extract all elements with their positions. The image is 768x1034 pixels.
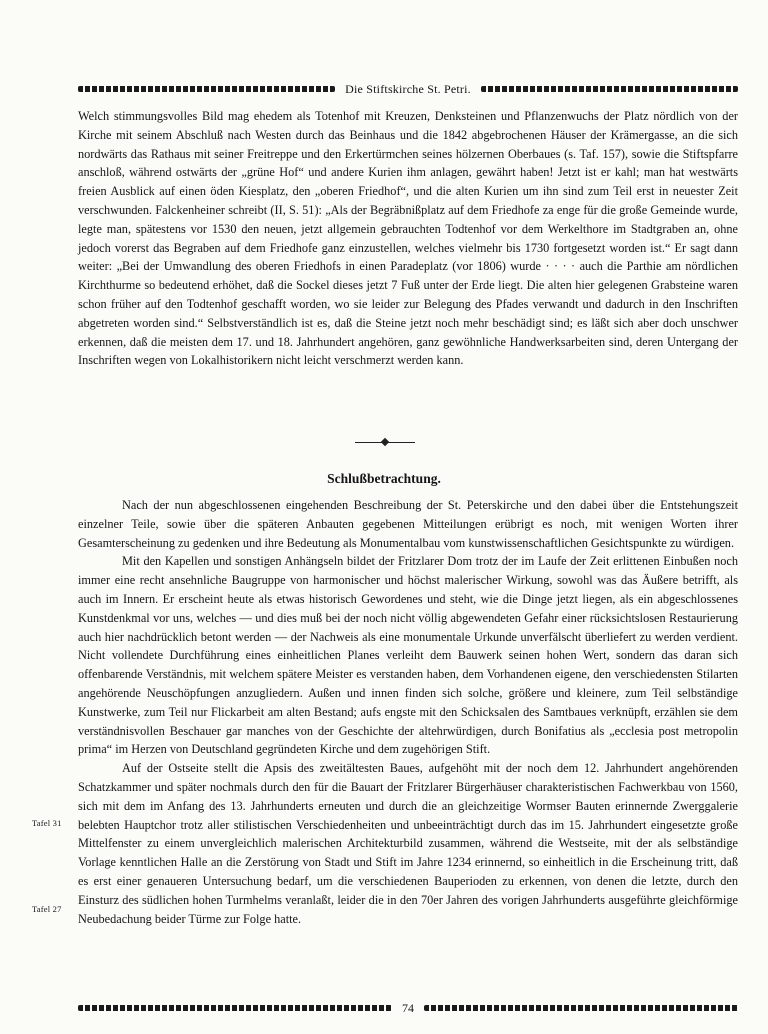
running-head: [78, 80, 738, 98]
paragraph-conclusion-1: Nach der nun abgeschlossenen eingehenden Beschreibung der St. Peterskirche und den dabei über die Entstehungszeit einzelner Teile, sowie über die späteren Anbauten gegebenen Mitteilungen erübrigt es noch, mit wenigen Worten ihrer Gesamterscheinung zu gedenken und ihre Bedeutung als Monumentalbau vom kunstwissenschaftlichen Gesichtspunkte zu würdigen.: [78, 498, 738, 550]
paragraph-conclusion-2: Mit den Kapellen und sonstigen Anhängseln bildet der Fritzlarer Dom trotz der im Laufe der Zeit erlittenen Einbußen noch immer eine recht ansehnliche Baugruppe von harmonischer und höchst malerischer Wirkung, sowohl was das Äußere betrifft, als auch im Innern. Er erscheint heute als etwas historisch Gewordenes und steht, wie die Dinge jetzt liegen, als ein abgeschlossenes Kunstdenkmal vor uns, welches — und dies muß bei der noch nicht völlig abgewendeten Gefahr einer rücksichtslosen Restaurierung auch hier nachdrücklich betont werden — der Nachweis als eine monumentale Urkunde unverfälscht überliefert zu werden verdient. Nicht vollendete Durchführung eines einheitlichen Planes verleiht dem Bauwerk seinen hohen Wert, sondern das daran sich offenbarende Verständnis, mit welchem spätere Meister es verstanden haben, dem Vorhandenen eigene, den verschiedensten Stilarten angehörende Neuschöpfungen anzugliedern. Außen und innen finden sich solche, größere und kleinere, zum Teil selbständige Kunstwerke, zum Teil nur Flickarbeit am alten Bestand; aufs engste mit den Schicksalen des Samtbaues verknüpft, erzählen sie dem verständnisvollen Beschauer gar manches von der Geschichte der altehrwürdigen, durch Bonifatius als „ecclesia post metropolin prima“ im Herzen von Deutschland gegründeten Kirche und dem zugehörigen Stift.: [78, 554, 738, 757]
ornament-rule-left: [78, 86, 335, 92]
page-number: 74: [402, 1000, 414, 1015]
ornament-rule-footer-left: [78, 1005, 392, 1011]
ornament-rule-footer-right: [424, 1005, 738, 1011]
paragraph-cemetery: Welch stimmungsvolles Bild mag ehedem als Totenhof mit Kreuzen, Denksteinen und Pflanzenwuchs der Platz nördlich von der Kirche mit seinem Abschluß nach Westen durch das Beinhaus und die 1842 abgebrochenen Häuser der Krämergasse, an die sich nordwärts das Rathaus mit seiner Freitreppe und den Erkertürmchen seines hölzernen Oberbaues (s. Taf. 157), sowie die Stiftspfarre anschloß, während ostwärts der „grüne Hof“ und andere Kurien ihm anlagen, gewährt haben! Jetzt ist er kahl; man hat westwärts freien Ausblick auf einen öden Kiesplatz, den „oberen Friedhof“, und die alten Kurien um ihn sind zum Teil erst in neuester Zeit verschwunden. Falckenheiner schreibt (II, S. 51): „Als der Begräbnißplatz auf dem Friedhofe za enge für die große Gemeinde wurde, legte man, spätestens vor 1530 den neuen, jetzt allgemein gebrauchten Todtenhof vor dem Werkelthore im Stadtgraben an, ohne jedoch vorerst das Begraben auf dem Friedhofe ganz einzustellen, welches vielmehr bis 1730 fortgesetzt worden ist.“ Er sagt dann weiter: „Bei der Umwandlung des oberen Friedhofs in einen Paradeplatz (vor 1806) wurde · · · · auch die Parthie am nördlichen Kirchthurme so bedeutend erhöhet, daß die Sockel dieses jetzt 7 Fuß unter der Erde liegt. Die alten hier gelegenen Grabsteine waren schon früher auf den Todtenhof geschafft worden, wo sie leider zur Belegung des Pfades verwandt und dadurch in den Inschriften abgetreten worden sind.“ Selbstverständlich ist es, daß die Steine jetzt noch mehr beschädigt sind; es läßt sich aber doch unschwer erkennen, daß die meisten dem 17. und 18. Jahrhundert angehören, ganz gewöhnliche Handwerksarbeiten sind, deren Untergang der Inschriften wegen von Lokalhistorikern nicht leicht verschmerzt werden kann.: [78, 109, 738, 368]
paragraph-conclusion-3: Auf der Ostseite stellt die Apsis des zweitältesten Baues, aufgehöht mit der noch dem 12. Jahrhundert angehörenden Schatzkammer und später nochmals durch den für die Bauart der Fritzlarer Bürgerhäuser charakteristischen Fachwerkbau von 1560, sich mit dem im Anfang des 13. Jahrhunderts erneuten und durch die an gleichzeitige Wormser Bauten erinnernde Zwerggalerie belebten Hauptchor trotz aller stilistischen Verschiedenheiten und unbeeinträchtigt durch das im 15. Jahrhundert eingesetzte große Mittelfenster zu einem unvergleichlich malerischen Architekturbild zusammen, während die Westseite, mit der als selbständige Vorlage kenntlichen Halle an die Zerstörung von Stadt und Stift im Jahre 1234 erinnernd, so einheitlich in die Erscheinung tritt, daß es erst einer genaueren Untersuchung bedarf, um die verschiedenen Bauperioden zu erkennen, von denen die letzte, durch den Einsturz des südlichen hohen Turmhelms veranlaßt, leider die in den 70er Jahren des vorigen Jahrhunderts ausgeführte gleichförmige Neubedachung beider Türme zur Folge hatte.: [78, 761, 738, 926]
margin-note-tafel-27: Tafel 27: [32, 904, 62, 914]
running-title: Die Stiftskirche St. Petri.: [345, 81, 471, 96]
intro-text-block: [78, 107, 738, 370]
margin-note-tafel-31: Tafel 31: [32, 818, 62, 828]
conclusion-text-block: [78, 496, 738, 928]
ornament-rule-right: [481, 86, 738, 92]
section-divider: [355, 442, 415, 443]
section-heading: Schlußbetrachtung.: [327, 471, 441, 486]
page-footer: [78, 1000, 738, 1016]
